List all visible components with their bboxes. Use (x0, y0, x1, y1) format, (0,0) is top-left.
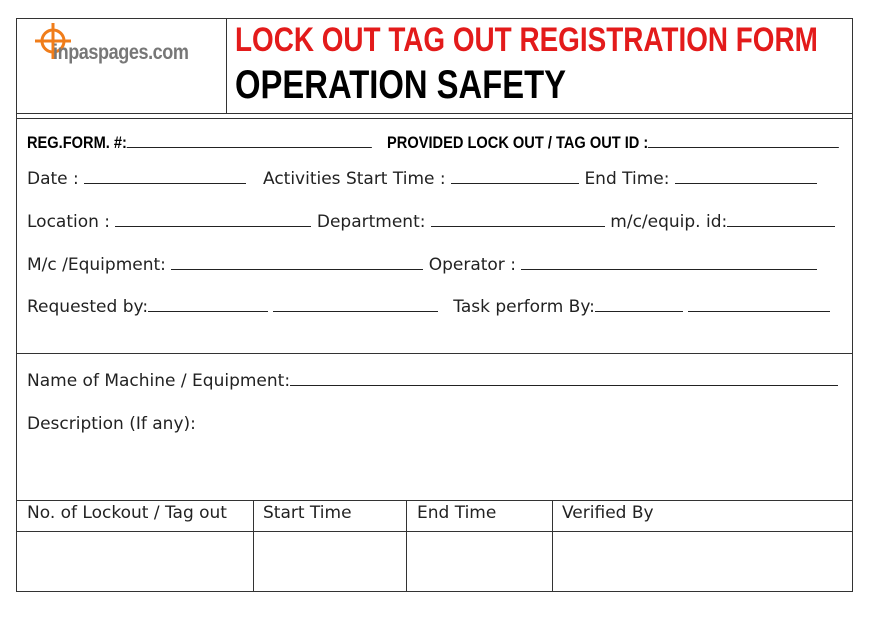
equipment-row (27, 255, 817, 275)
reg-form-label: REG.FORM. #: (27, 133, 127, 152)
reg-form-field[interactable] (127, 146, 372, 148)
department-label: Department: (316, 212, 426, 232)
table-header-start-time: Start Time (263, 503, 352, 523)
date-row (27, 169, 817, 189)
form-title: LOCK OUT TAG OUT REGISTRATION FORM (235, 21, 818, 59)
operator-field[interactable] (521, 268, 817, 270)
task-perform-field-2[interactable] (688, 310, 830, 312)
provided-id-label: PROVIDED LOCK OUT / TAG OUT ID : (387, 133, 649, 152)
end-time-label: End Time: (584, 169, 670, 189)
table-cell-lockout-count[interactable] (17, 532, 253, 590)
form-header (17, 19, 852, 114)
department-field[interactable] (431, 225, 605, 227)
section-divider (17, 353, 852, 354)
table-cell-start-time[interactable] (254, 532, 406, 590)
mc-equipment-field[interactable] (171, 268, 423, 270)
location-field[interactable] (115, 225, 311, 227)
table-header-end-time: End Time (417, 503, 497, 523)
requested-by-field-2[interactable] (273, 310, 438, 312)
requested-by-label: Requested by: (27, 297, 149, 317)
task-perform-label: Task perform By: (453, 297, 595, 317)
location-label: Location : (27, 212, 111, 232)
description-row (27, 414, 196, 434)
description-label: Description (If any): (27, 414, 196, 434)
table-top-line (17, 500, 852, 501)
date-label: Date : (27, 169, 79, 189)
table-cell-verified-by[interactable] (553, 532, 852, 590)
location-row (27, 212, 835, 232)
start-time-label: Activities Start Time : (262, 169, 446, 189)
operator-label: Operator : (428, 255, 516, 275)
end-time-field[interactable] (675, 182, 817, 184)
equip-id-label: m/c/equip. id: (610, 212, 728, 232)
requested-row (27, 297, 830, 317)
start-time-field[interactable] (451, 182, 579, 184)
table-cell-end-time[interactable] (407, 532, 552, 590)
machine-name-field[interactable] (290, 384, 838, 386)
form-subtitle: OPERATION SAFETY (235, 63, 567, 107)
reg-row (27, 133, 839, 153)
form-frame (16, 18, 853, 592)
equip-id-field[interactable] (727, 225, 835, 227)
table-header-lockout-count: No. of Lockout / Tag out (27, 503, 227, 523)
task-perform-field[interactable] (595, 310, 683, 312)
logo-text: inpaspages.com (53, 41, 189, 64)
machine-name-label: Name of Machine / Equipment: (27, 371, 291, 391)
logo-area (17, 19, 227, 113)
provided-id-field[interactable] (648, 146, 839, 148)
table-header-verified-by: Verified By (562, 503, 654, 523)
requested-by-field[interactable] (148, 310, 268, 312)
mc-equipment-label: M/c /Equipment: (27, 255, 166, 275)
machine-row (27, 371, 838, 391)
header-divider (17, 115, 852, 119)
date-field[interactable] (84, 182, 246, 184)
